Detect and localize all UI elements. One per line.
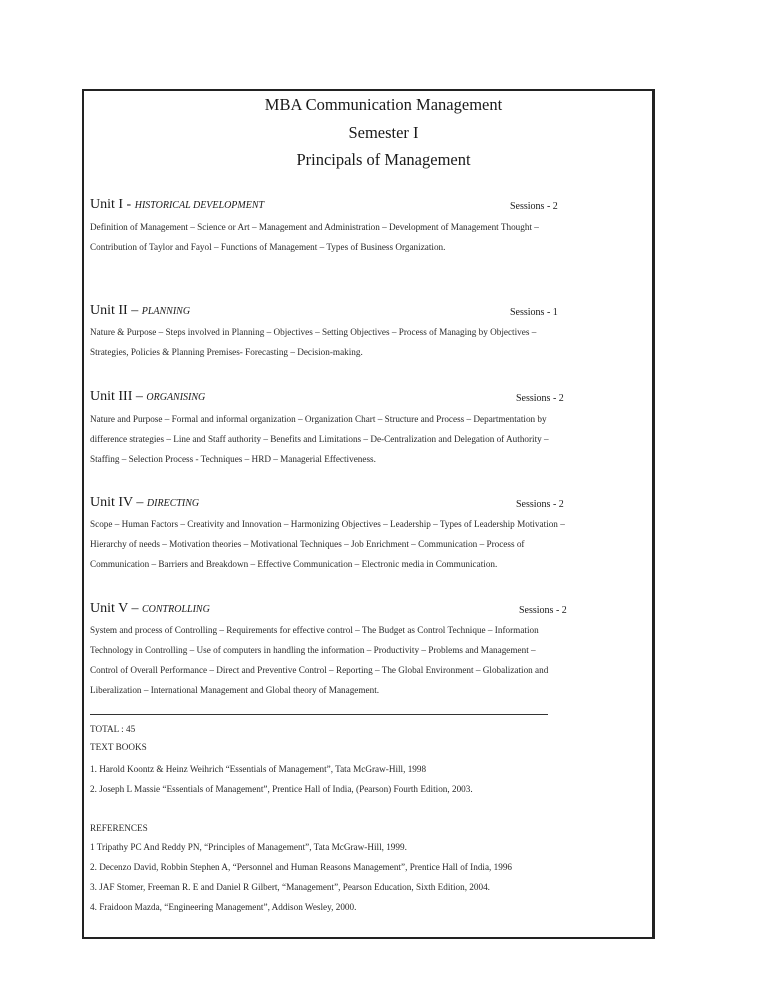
unit-2-line: Nature & Purpose – Steps involved in Planning – Objectives – Setting Objectives – Process of Managing by Objectives –	[90, 327, 537, 337]
unit-2-label: Unit II –	[90, 303, 142, 318]
document-title: MBA Communication Management	[264, 95, 503, 114]
page-border	[82, 89, 655, 939]
textbooks-heading: TEXT BOOKS	[90, 742, 147, 752]
unit-5-line: Technology in Controlling – Use of computers in handling the information – Productivity – Problems and Management –	[90, 645, 536, 655]
unit-4-heading	[90, 495, 199, 511]
references-heading: REFERENCES	[90, 823, 148, 833]
unit-4-line: Hierarchy of needs – Motivation theories – Motivational Techniques – Job Enrichment – Communication – Process of	[90, 539, 525, 549]
unit-5-label: Unit V –	[90, 601, 142, 616]
unit-2-heading	[90, 303, 190, 319]
unit-1-line: Contribution of Taylor and Fayol – Functions of Management – Types of Business Organization.	[90, 242, 446, 252]
total-sessions: TOTAL : 45	[90, 724, 136, 734]
course-title: Principals of Management	[296, 150, 471, 169]
unit-1-label: Unit I -	[90, 197, 135, 212]
section-divider	[90, 714, 548, 715]
unit-3-heading	[90, 389, 205, 405]
unit-1-line: Definition of Management – Science or Art – Management and Administration – Development of Management Thought –	[90, 222, 539, 232]
unit-1-topic: HISTORICAL DEVELOPMENT	[134, 200, 265, 211]
unit-5-line: System and process of Controlling – Requirements for effective control – The Budget as Control Technique – Information	[90, 625, 539, 635]
semester-heading: Semester I	[348, 123, 419, 142]
unit-3-topic: ORGANISING	[146, 392, 206, 403]
unit-5-line: Control of Overall Performance – Direct and Preventive Control – Reporting – The Global Environment – Globalization and	[90, 665, 549, 675]
unit-3-line: Nature and Purpose – Formal and informal organization – Organization Chart – Structure and Process – Departmentation by	[90, 414, 547, 424]
unit-2-sessions: Sessions - 1	[510, 307, 558, 318]
reference-item: 3. JAF Stomer, Freeman R. E and Daniel R Gilbert, “Management”, Pearson Education, Sixth Edition, 2004.	[90, 882, 490, 892]
reference-item: 4. Fraidoon Mazda, “Engineering Management”, Addison Wesley, 2000.	[90, 902, 357, 912]
unit-1-heading	[90, 197, 264, 213]
unit-3-line: Staffing – Selection Process - Techniques – HRD – Managerial Effectiveness.	[90, 454, 376, 464]
unit-4-label: Unit IV –	[90, 495, 147, 510]
unit-5-topic: CONTROLLING	[142, 604, 210, 615]
unit-4-line: Communication – Barriers and Breakdown – Effective Communication – Electronic media in Communication.	[90, 559, 498, 569]
unit-2-line: Strategies, Policies & Planning Premises- Forecasting – Decision-making.	[90, 347, 363, 357]
textbook-item: 2. Joseph L Massie “Essentials of Management”, Prentice Hall of India, (Pearson) Fourth Edition, 2003.	[90, 784, 473, 794]
unit-3-label: Unit III –	[90, 389, 147, 404]
unit-4-line: Scope – Human Factors – Creativity and Innovation – Harmonizing Objectives – Leadership – Types of Leadership Motivation –	[90, 519, 565, 529]
unit-4-topic: DIRECTING	[146, 498, 200, 509]
reference-item: 2. Decenzo David, Robbin Stephen A, “Personnel and Human Reasons Management”, Prentice Hall of India, 1996	[90, 862, 513, 872]
unit-4-sessions: Sessions - 2	[516, 499, 564, 510]
reference-item: 1 Tripathy PC And Reddy PN, “Principles of Management”, Tata McGraw-Hill, 1999.	[90, 842, 407, 852]
unit-5-heading	[90, 601, 210, 617]
textbook-item: 1. Harold Koontz & Heinz Weihrich “Essentials of Management”, Tata McGraw-Hill, 1998	[90, 764, 427, 774]
unit-3-line: difference strategies – Line and Staff authority – Benefits and Limitations – De-Centralization and Delegation of Authority –	[90, 434, 549, 444]
unit-3-sessions: Sessions - 2	[516, 393, 564, 404]
unit-2-topic: PLANNING	[141, 306, 191, 317]
unit-5-line: Liberalization – International Management and Global theory of Management.	[90, 685, 380, 695]
unit-5-sessions: Sessions - 2	[519, 605, 567, 616]
unit-1-sessions: Sessions - 2	[510, 201, 558, 212]
